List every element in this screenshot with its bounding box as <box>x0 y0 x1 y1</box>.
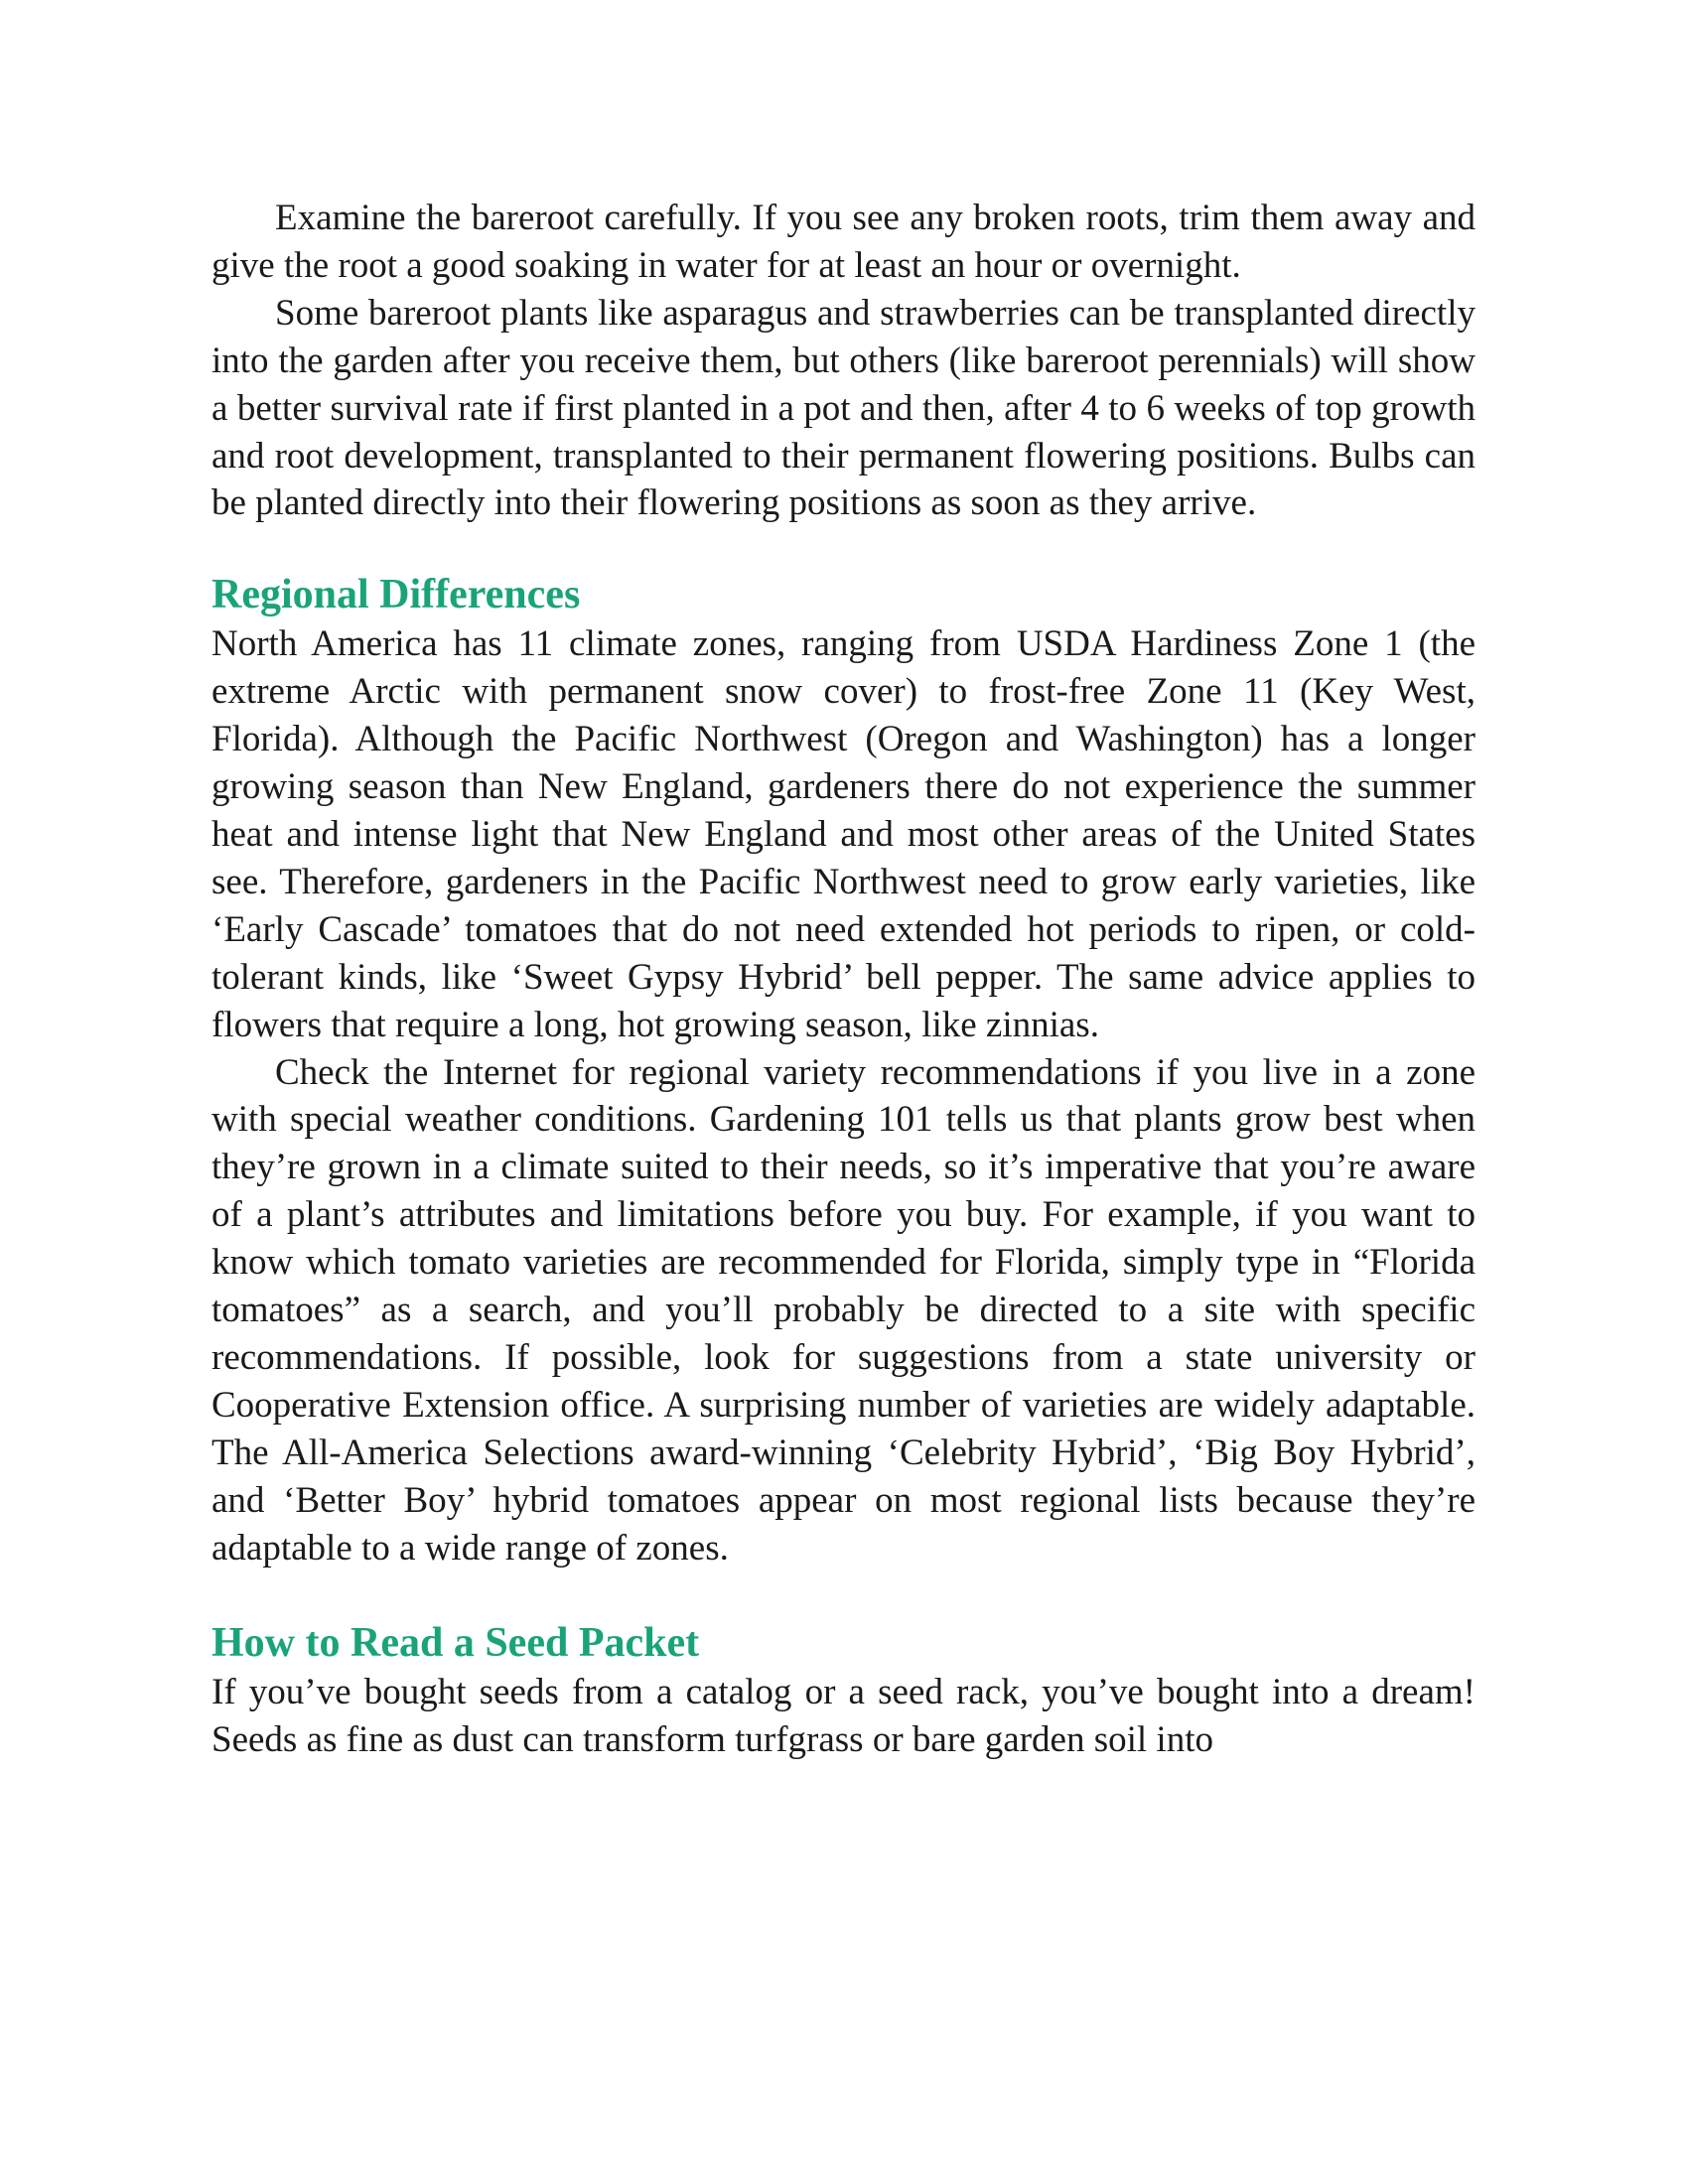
heading-seed-packet: How to Read a Seed Packet <box>211 1620 700 1667</box>
paragraph-regional-recommendations: Check the Internet for regional variety recommendations if you live in a zone with special weather conditions. Gardening 101 tells us that plants grow best when they’re grown in a climate suited to their needs, so it’s imperative that you’re aware of a plant’s attributes and limitations before you buy. For example, if you want to know which tomato varieties are recommended for Florida, simply type in “Florida tomatoes” as a search, and you’ll probably be directed to a site with specific recommendations. If possible, look for suggestions from a state university or Cooperative Extension office. A surprising number of varieties are widely adaptable. The All-America Selections award-winning ‘Celebrity Hybrid’, ‘Big Boy Hybrid’, and ‘Better Boy’ hybrid tomatoes appear on most regional lists because they’re adaptable to a wide range of zones. <box>211 1051 1476 1569</box>
paragraph-bareroot-transplanting: Some bareroot plants like asparagus and strawberries can be transplanted directly into the garden after you receive them, but others (like bareroot perennials) will show a better survival rate if first planted in a pot and then, after 4 to 6 weeks of top growth and root development, transplanted to their permanent flowering positions. Bulbs can be planted directly into their flowering positions as soon as they arrive. <box>211 292 1476 524</box>
document-page <box>211 195 1476 1764</box>
paragraph-seed-packet-intro: If you’ve bought seeds from a catalog or a seed rack, you’ve bought into a dream! Seeds as fine as dust can transform turfgrass or bare garden soil into <box>211 1672 1476 1761</box>
paragraph-climate-zones: North America has 11 climate zones, ranging from USDA Hardiness Zone 1 (the extreme Arctic with permanent snow cover) to frost-free Zone 11 (Key West, Florida). Although the Pacific Northwest (Oregon and Washington) has a longer growing season than New England, gardeners there do not experience the summer heat and intense light that New England and most other areas of the United States see. Therefore, gardeners in the Pacific Northwest need to grow early varieties, like ‘Early Cascade’ tomatoes that do not need extended hot periods to ripen, or cold-tolerant kinds, like ‘Sweet Gypsy Hybrid’ bell pepper. The same advice applies to flowers that require a long, hot growing season, like zinnias. <box>211 623 1476 1045</box>
heading-regional-differences: Regional Differences <box>211 572 581 618</box>
paragraph-examine-bareroot: Examine the bareroot carefully. If you see any broken roots, trim them away and give the root a good soaking in water for at least an hour or overnight. <box>211 198 1476 286</box>
